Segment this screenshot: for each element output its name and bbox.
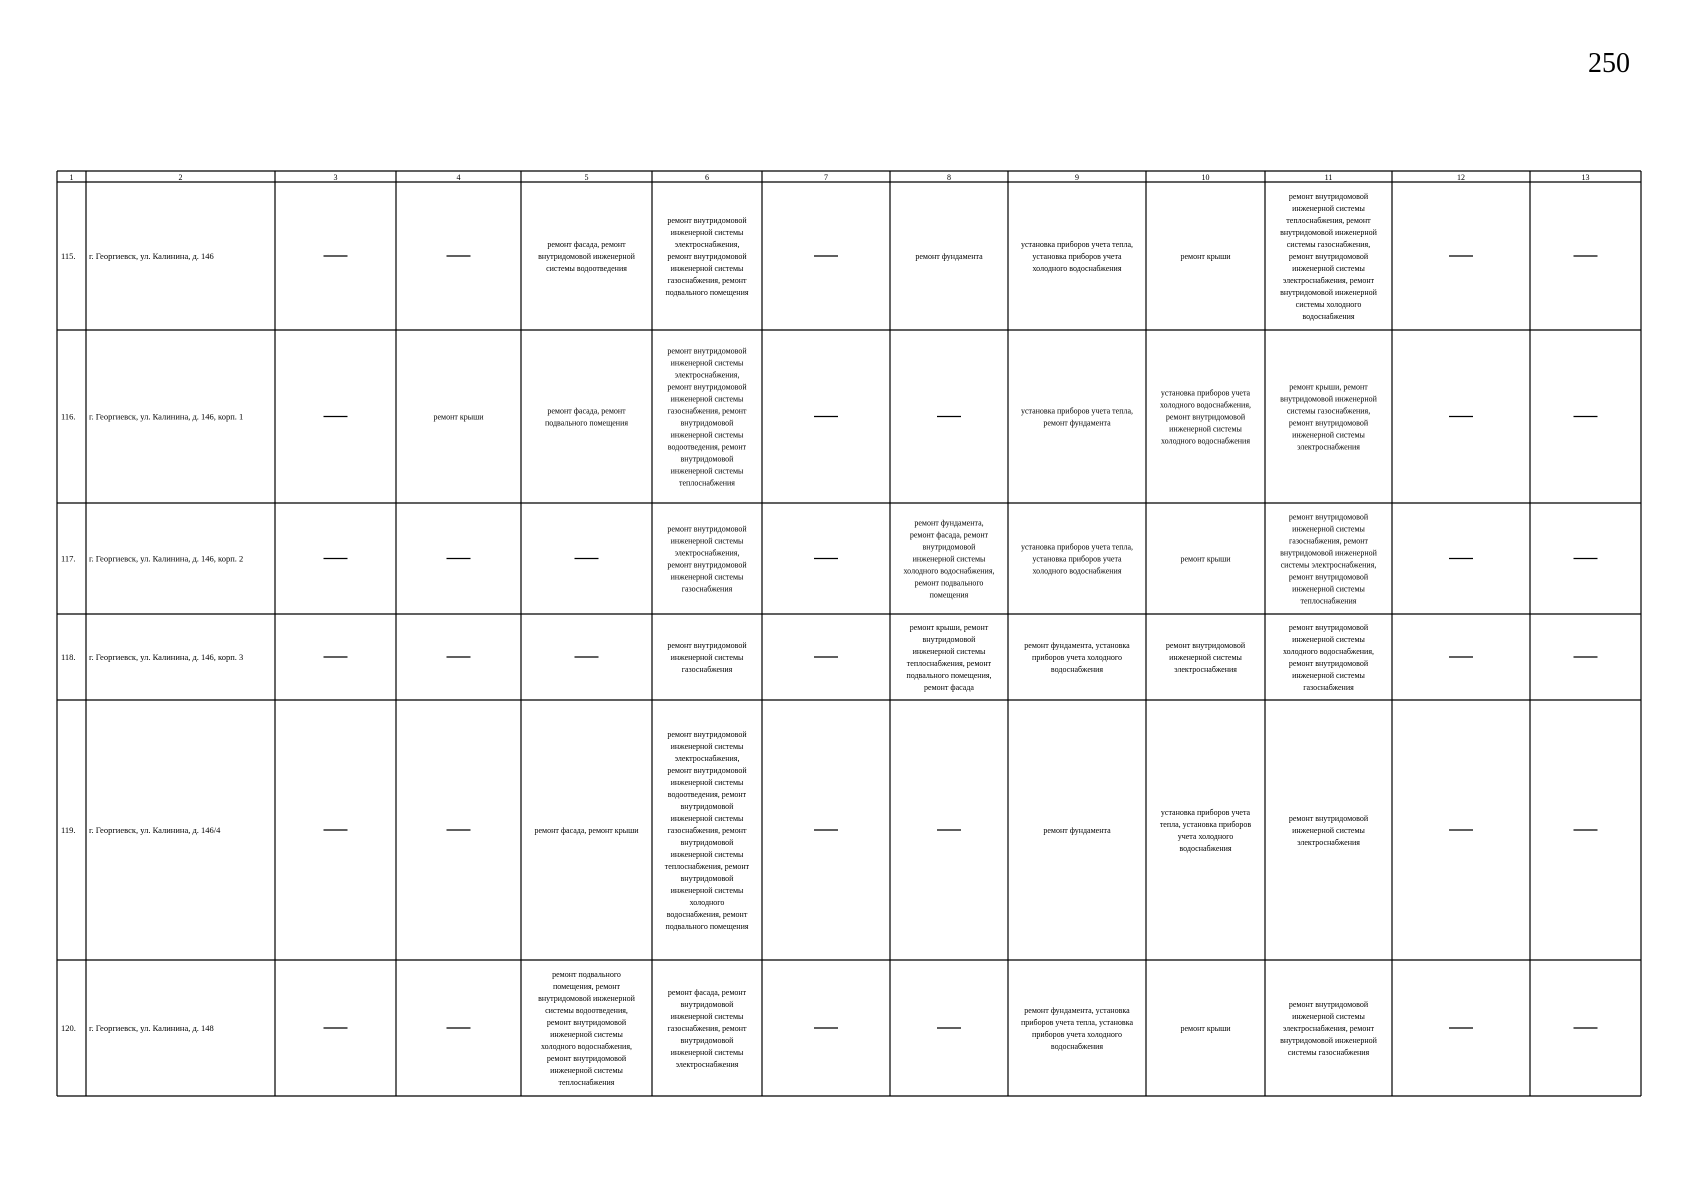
cell-text: установка приборов учета тепла, ремонт фундамента (1020, 406, 1134, 428)
cell-text: ремонт крыши (1180, 1024, 1231, 1033)
cell-text: ремонт внутридомовой инженерной системы газоснабжения (667, 641, 747, 674)
row-number: 118. (61, 652, 76, 662)
cell-text: ремонт внутридомовой инженерной системы электроснабжения, ремонт внутридомовой инженерной системы газоснабжения (1280, 1000, 1377, 1057)
cell-text: ремонт крыши (433, 412, 484, 422)
cell-text: ремонт внутридомовой инженерной системы электроснабжения (1288, 814, 1369, 847)
column-header: 13 (1581, 173, 1590, 182)
column-header: 7 (824, 173, 828, 182)
column-header: 9 (1075, 173, 1079, 182)
cell-text: ремонт фасада, ремонт внутридомовой инженерной системы водоотведения (538, 240, 635, 273)
cell-text: ремонт крыши, ремонт внутридомовой инженерной системы теплоснабжения, ремонт подвального помещения, ремонт фасада (906, 623, 992, 692)
row-address: г. Георгиевск, ул. Калинина, д. 148 (89, 1023, 214, 1033)
column-header: 6 (705, 173, 709, 182)
column-header: 3 (333, 173, 338, 182)
row-address: г. Георгиевск, ул. Калинина, д. 146/4 (89, 825, 221, 835)
cell-text: ремонт подвального помещения, ремонт внутридомовой инженерной системы водоотведения, ремонт внутридомовой инженерной системы холодного водоснабжения, ремонт внутридомовой инженерной системы теплоснабжения (538, 970, 635, 1087)
page-number: 250 (1588, 48, 1630, 79)
cell-text: ремонт фасада, ремонт крыши (534, 826, 639, 835)
cell-text: ремонт внутридомовой инженерной системы теплоснабжения, ремонт внутридомовой инженерной системы газоснабжения, ремонт внутридомовой инженерной системы электроснабжения, ремонт внутридомовой инженерной системы холодного водоснабжения (1280, 192, 1377, 321)
cell-text: ремонт крыши, ремонт внутридомовой инженерной системы газоснабжения, ремонт внутридомовой инженерной системы электроснабжения (1280, 382, 1377, 452)
cell-text: ремонт фундамента (1043, 826, 1111, 835)
cell-text: ремонт фундамента, установка приборов учета холодного водоснабжения (1024, 641, 1130, 674)
cell-text: ремонт внутридомовой инженерной системы электроснабжения, ремонт внутридомовой инженерной системы газоснабжения, ремонт внутридомовой инженерной системы водоотведения, ремонт внутридомовой инженерной системы теплоснабжения (667, 346, 747, 488)
cell-text: ремонт внутридомовой инженерной системы электроснабжения, ремонт внутридомовой инженерной системы водоотведения, ремонт внутридомовой инженерной системы газоснабжения, ремонт внутридомовой инженерной системы теплоснабжения, ремонт внутридомовой инженерной системы холодного водоснабжения, ремонт подвального помещения (664, 730, 750, 931)
column-header: 8 (947, 173, 951, 182)
row-address: г. Георгиевск, ул. Калинина, д. 146 (89, 251, 214, 261)
cell-text: ремонт внутридомовой инженерной системы электроснабжения, ремонт внутридомовой инженерной системы газоснабжения, ремонт подвального помещения (665, 216, 749, 297)
cell-text: установка приборов учета тепла, установка приборов учета холодного водоснабжения (1020, 240, 1134, 273)
row-number: 115. (61, 251, 76, 261)
cell-text: установка приборов учета тепла, установка приборов учета холодного водоснабжения (1020, 542, 1134, 576)
cell-text: ремонт фасада, ремонт подвального помещения (544, 406, 629, 428)
cell-text: ремонт внутридомовой инженерной системы холодного водоснабжения, ремонт внутридомовой инженерной системы газоснабжения (1282, 623, 1375, 692)
row-address: г. Георгиевск, ул. Калинина, д. 146, корп. 3 (89, 652, 244, 662)
cell-text: ремонт внутридомовой инженерной системы газоснабжения, ремонт внутридомовой инженерной системы электроснабжения, ремонт внутридомовой инженерной системы теплоснабжения (1280, 512, 1377, 606)
cell-text: ремонт крыши (1180, 554, 1231, 564)
column-header: 2 (178, 173, 183, 182)
cell-text: ремонт фундамента, ремонт фасада, ремонт внутридомовой инженерной системы холодного водоснабжения, ремонт подвального помещения (903, 518, 995, 600)
row-number: 119. (61, 825, 76, 835)
cell-text: ремонт фундамента (915, 252, 983, 261)
cell-text: ремонт фундамента, установка приборов учета тепла, установка приборов учета холодного водоснабжения (1020, 1006, 1134, 1051)
row-number: 116. (61, 411, 76, 422)
cell-text: ремонт внутридомовой инженерной системы электроснабжения (1165, 641, 1246, 674)
column-header: 1 (69, 173, 74, 182)
column-header: 4 (456, 173, 461, 182)
cell-text: ремонт фасада, ремонт внутридомовой инженерной системы газоснабжения, ремонт внутридомовой инженерной системы электроснабжения (667, 988, 747, 1069)
row-address: г. Георгиевск, ул. Калинина, д. 146, корп. 1 (89, 411, 244, 422)
column-header: 12 (1457, 173, 1465, 182)
cell-text: установка приборов учета холодного водоснабжения, ремонт внутридомовой инженерной системы холодного водоснабжения (1159, 388, 1252, 446)
row-number: 120. (61, 1023, 76, 1033)
column-header: 10 (1201, 173, 1210, 182)
row-address: г. Георгиевск, ул. Калинина, д. 146, корп. 2 (89, 553, 244, 564)
column-header: 5 (584, 173, 589, 182)
cell-text: ремонт внутридомовой инженерной системы электроснабжения, ремонт внутридомовой инженерной системы газоснабжения (667, 524, 747, 594)
column-header: 11 (1324, 173, 1333, 182)
row-number: 117. (61, 553, 76, 564)
cell-text: ремонт крыши (1180, 252, 1231, 261)
cell-text: установка приборов учета тепла, установка приборов учета холодного водоснабжения (1159, 808, 1252, 853)
